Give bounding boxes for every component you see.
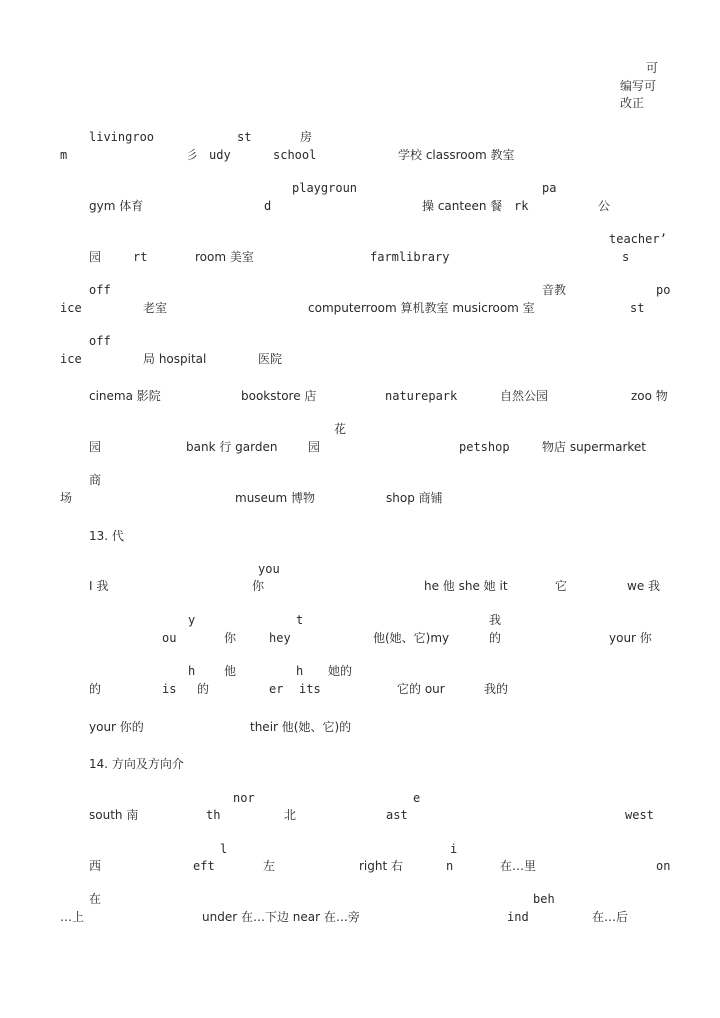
word-th: th — [206, 808, 221, 822]
word-eft: eft — [193, 859, 215, 873]
word-ni: 你 — [252, 579, 265, 593]
word-supermarket: 物店 supermarket — [542, 440, 646, 454]
fragment-y: y — [188, 613, 196, 627]
word-your: your 你 — [609, 631, 652, 645]
word-hua: 花 — [334, 422, 347, 436]
word-your-de: your 你的 — [89, 720, 144, 734]
word-i: I 我 — [89, 579, 109, 593]
word-chang: 场 — [60, 491, 73, 505]
word-bank: bank 行 garden — [186, 440, 278, 454]
section-13-heading: 13. 代 — [89, 529, 124, 543]
word-yuan: 园 — [89, 250, 102, 264]
word-bookstore: bookstore 店 — [241, 389, 317, 403]
word-petshop: petshop — [459, 440, 510, 454]
fragment-ta-2: 他 — [224, 664, 237, 678]
header-line-1: 可 — [646, 61, 659, 75]
word-yinjiao: 音教 — [542, 283, 567, 297]
word-school: school — [273, 148, 317, 162]
word-xi: 西 — [89, 859, 102, 873]
word-de-2: 的 — [89, 682, 102, 696]
word-gong: 公 — [598, 199, 611, 213]
word-wo: 我 — [489, 613, 502, 627]
fragment-i: i — [450, 842, 458, 856]
word-udy: udy — [209, 148, 231, 162]
section-14-heading: 14. 方向及方向介 — [89, 757, 184, 771]
word-zaihou: 在…后 — [592, 910, 629, 924]
word-zai: 在 — [89, 892, 102, 906]
word-naturepark-cn: 自然公园 — [500, 389, 549, 403]
word-its: its — [299, 682, 321, 696]
word-he-she-it: he 他 she 她 it — [424, 579, 508, 593]
fragment-ni: 你 — [224, 631, 237, 645]
word-ast: ast — [386, 808, 408, 822]
word-s: s — [622, 250, 630, 264]
word-ind: ind — [507, 910, 529, 924]
word-st: st — [237, 130, 252, 144]
word-m: m — [60, 148, 68, 162]
word-room: room 美室 — [195, 250, 254, 264]
word-yuan-2: 园 — [89, 440, 102, 454]
word-de-3: 的 — [197, 682, 210, 696]
word-naturepark: naturepark — [385, 389, 458, 403]
word-pa: pa — [542, 181, 557, 195]
word-de: 的 — [489, 631, 502, 645]
word-west: west — [625, 808, 654, 822]
word-ou: ou — [162, 631, 177, 645]
word-gym: gym 体育 — [89, 199, 144, 213]
word-rk: rk — [514, 199, 529, 213]
word-rt: rt — [133, 250, 148, 264]
word-museum: museum 博物 — [235, 491, 316, 505]
word-canteen: 操 canteen 餐 — [422, 199, 503, 213]
word-ice: ice — [60, 301, 82, 315]
word-you: you — [258, 562, 280, 576]
word-tade: 她的 — [328, 664, 353, 678]
word-computerroom: computerroom 算机教室 musicroom 室 — [308, 301, 535, 315]
fragment-h-2: h — [296, 664, 304, 678]
word-shop: shop 商铺 — [386, 491, 443, 505]
word-tamy: 他(她、它)my — [373, 631, 450, 645]
word-e: e — [413, 791, 421, 805]
word-zaili: 在…里 — [500, 859, 537, 873]
word-school-cn: 学校 classroom 教室 — [398, 148, 515, 162]
fragment-l: l — [220, 842, 228, 856]
word-fang: 房 — [300, 130, 313, 144]
word-n: n — [446, 859, 454, 873]
word-ice-2: ice — [60, 352, 82, 366]
word-yuan-3: 园 — [308, 440, 321, 454]
word-farmlibrary: farmlibrary — [370, 250, 450, 264]
word-laoshi: 老室 — [143, 301, 168, 315]
word-beh: beh — [533, 892, 555, 906]
word-hey: hey — [269, 631, 291, 645]
header-line-3: 改正 — [620, 96, 645, 110]
fragment-stroke: 彡 — [186, 148, 199, 162]
word-er: er — [269, 682, 284, 696]
word-d: d — [264, 199, 272, 213]
word-their: their 他(她、它)的 — [250, 720, 352, 734]
word-on: on — [656, 859, 671, 873]
word-shang: 商 — [89, 473, 102, 487]
fragment-h: h — [188, 664, 196, 678]
fragment-t: t — [296, 613, 304, 627]
word-nor: nor — [233, 791, 255, 805]
fragment-ta: 它 — [555, 579, 568, 593]
word-under: under 在…下边 near 在…旁 — [202, 910, 360, 924]
word-yiyuan: 医院 — [258, 352, 283, 366]
word-cinema: cinema 影院 — [89, 389, 161, 403]
word-po: po — [656, 283, 671, 297]
word-zoo: zoo 物 — [631, 389, 668, 403]
word-south: south 南 — [89, 808, 139, 822]
word-teacher: teacher’ — [609, 232, 667, 246]
word-off-2: off — [89, 334, 111, 348]
word-playgroun: playgroun — [292, 181, 358, 195]
word-right: right 右 — [359, 859, 404, 873]
word-wode: 我的 — [484, 682, 509, 696]
header-line-2: 编写可 — [620, 79, 657, 93]
word-off: off — [89, 283, 111, 297]
word-livingroo: livingroo — [89, 130, 155, 144]
word-st-2: st — [630, 301, 645, 315]
word-zuo: 左 — [263, 859, 276, 873]
word-we: we 我 — [627, 579, 661, 593]
word-shang-2: …上 — [60, 910, 85, 924]
word-bei: 北 — [284, 808, 297, 822]
word-tade-our: 它的 our — [397, 682, 445, 696]
word-is: is — [162, 682, 177, 696]
word-hospital: 局 hospital — [143, 352, 207, 366]
